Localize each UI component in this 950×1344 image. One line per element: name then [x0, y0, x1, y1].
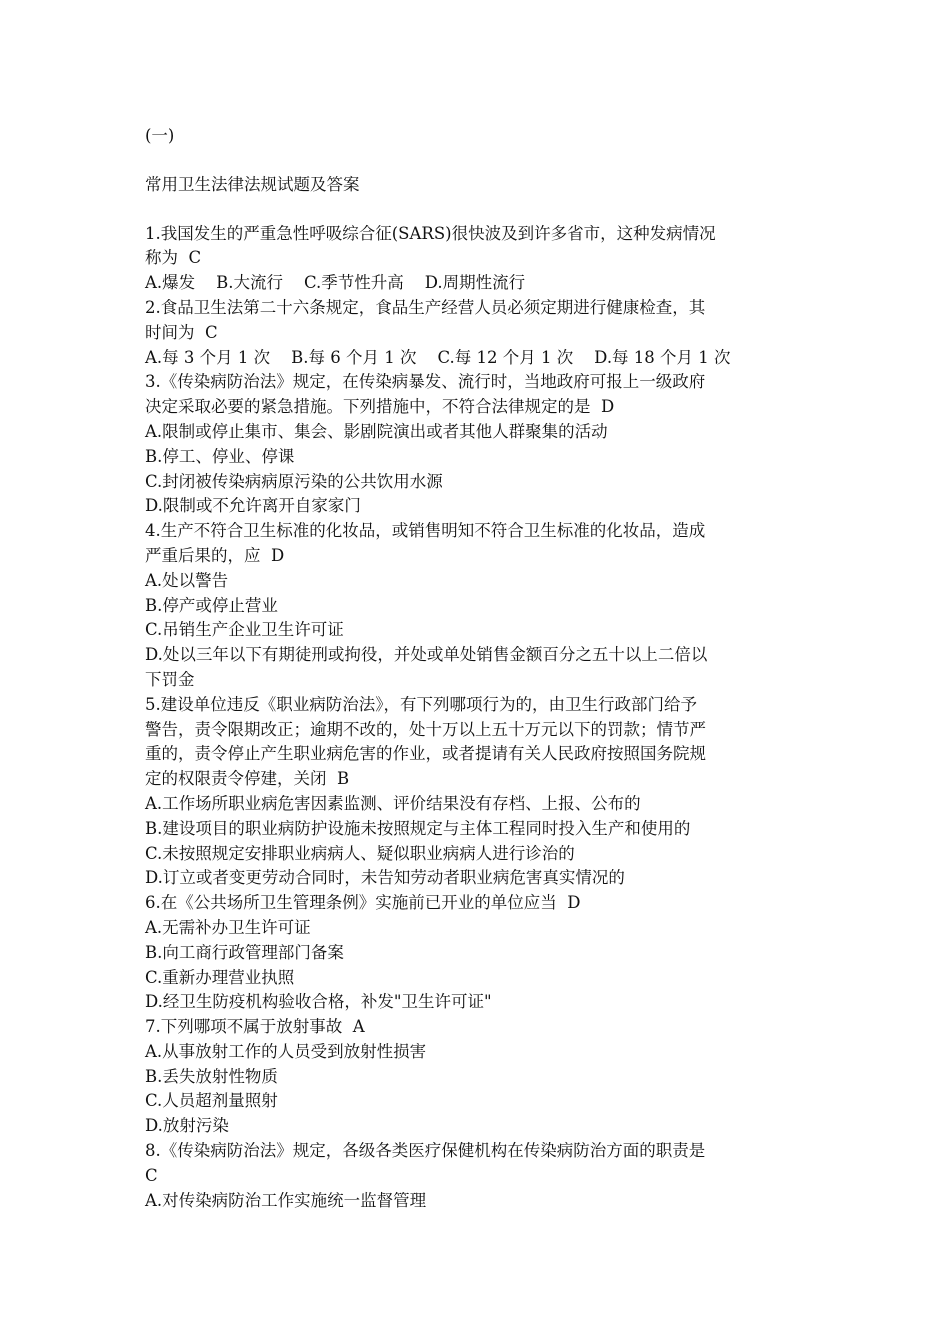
- text-line: 6.在《公共场所卫生管理条例》实施前已开业的单位应当 D: [145, 893, 581, 913]
- text-line: 时间为 C: [145, 322, 218, 342]
- text-line: C.未按照规定安排职业病病人、疑似职业病病人进行诊治的: [145, 843, 575, 863]
- text-line: A.无需补办卫生许可证: [145, 917, 311, 937]
- question-list: [145, 222, 805, 1214]
- text-line: C.人员超剂量照射: [145, 1091, 278, 1111]
- text-line: A.每 3 个月 1 次 B.每 6 个月 1 次 C.每 12 个月 1 次 D.每 18 个月 1 次: [145, 347, 731, 367]
- text-line: B.丢失放射性物质: [145, 1066, 278, 1086]
- text-line: D.经卫生防疫机构验收合格，补发"卫生许可证": [145, 992, 492, 1012]
- text-line: A.处以警告: [145, 570, 229, 590]
- text-line: 1.我国发生的严重急性呼吸综合征(SARS)很快波及到许多省市，这种发病情况: [145, 223, 716, 243]
- text-line: 决定采取必要的紧急措施。下列措施中，不符合法律规定的是 D: [145, 397, 615, 417]
- text-line: A.限制或停止集市、集会、影剧院演出或者其他人群聚集的活动: [145, 421, 608, 441]
- text-line: C: [145, 1165, 158, 1185]
- text-line: B.停工、停业、停课: [145, 446, 295, 466]
- text-line: 8.《传染病防治法》规定，各级各类医疗保健机构在传染病防治方面的职责是: [145, 1141, 706, 1161]
- text-line: B.向工商行政管理部门备案: [145, 942, 344, 962]
- document-title: 常用卫生法律法规试题及答案: [145, 174, 360, 194]
- text-line: A.对传染病防治工作实施统一监督管理: [145, 1190, 427, 1210]
- text-line: D.订立或者变更劳动合同时，未告知劳动者职业病危害真实情况的: [145, 868, 625, 888]
- text-line: D.放射污染: [145, 1116, 229, 1136]
- text-line: A.工作场所职业病危害因素监测、评价结果没有存档、上报、公布的: [145, 793, 641, 813]
- document-page: [145, 124, 805, 1213]
- text-line: B.停产或停止营业: [145, 595, 278, 615]
- text-line: 5.建设单位违反《职业病防治法》，有下列哪项行为的，由卫生行政部门给予: [145, 694, 697, 714]
- text-line: D.限制或不允许离开自家家门: [145, 496, 361, 516]
- text-line: C.封闭被传染病病原污染的公共饮用水源: [145, 471, 443, 491]
- text-line: 严重后果的，应 D: [145, 545, 285, 565]
- text-line: A.从事放射工作的人员受到放射性损害: [145, 1041, 427, 1061]
- text-line: 重的，责令停止产生职业病危害的作业，或者提请有关人民政府按照国务院规: [145, 744, 706, 764]
- text-line: B.建设项目的职业病防护设施未按照规定与主体工程同时投入生产和使用的: [145, 818, 691, 838]
- text-line: 下罚金: [145, 669, 195, 689]
- text-line: 定的权限责令停建，关闭 B: [145, 769, 350, 789]
- section-label: (一): [145, 126, 175, 145]
- text-line: 警告，责令限期改正；逾期不改的，处十万以上五十万元以下的罚款；情节严: [145, 719, 706, 739]
- text-line: 4.生产不符合卫生标准的化妆品，或销售明知不符合卫生标准的化妆品，造成: [145, 521, 706, 541]
- text-line: D.处以三年以下有期徒刑或拘役，并处或单处销售金额百分之五十以上二倍以: [145, 645, 708, 665]
- text-line: C.重新办理营业执照: [145, 967, 295, 987]
- text-line: 2.食品卫生法第二十六条规定，食品生产经营人员必须定期进行健康检查，其: [145, 297, 706, 317]
- text-line: 7.下列哪项不属于放射事故 A: [145, 1017, 365, 1037]
- text-line: A.爆发 B.大流行 C.季节性升高 D.周期性流行: [145, 273, 526, 293]
- text-line: C.吊销生产企业卫生许可证: [145, 620, 344, 640]
- text-line: 3.《传染病防治法》规定，在传染病暴发、流行时，当地政府可报上一级政府: [145, 372, 706, 392]
- text-line: 称为 C: [145, 248, 202, 268]
